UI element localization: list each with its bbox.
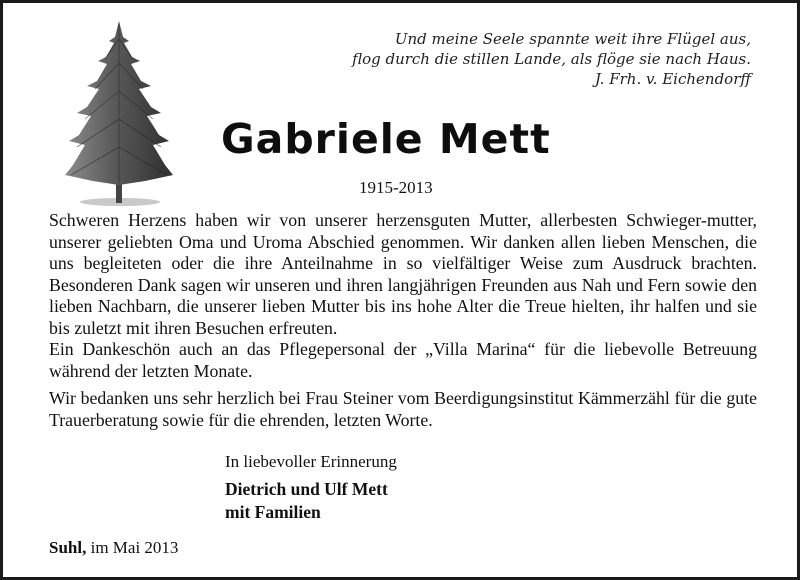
family-line-2: mit Familien <box>225 502 321 522</box>
quote-line-2: flog durch die stillen Lande, als flöge sie nach Haus. <box>352 50 751 68</box>
thanks-paragraph: Schweren Herzens haben wir von unserer herzensguten Mutter, allerbesten Schwieger-mutter, unserer geliebten Oma und Uroma Abschied genommen. Wir danken allen lieben Menschen, die uns begleiteten oder die ihre Anteilnahme in so vielfältiger Weise zum Ausdruck brachten. Besonderen Dank sagen wir unseren und ihren langjährigen Freunden aus Nah und Fern sowie den lieben Nachbarn, die unserer lieben Mutter bis ins hohe Alter die Treue hielten, ihr halfen und sie bis zuletzt mit ihren Besuchen erfreuten. <box>49 210 757 338</box>
place: Suhl, <box>49 538 87 557</box>
funeral-home-paragraph: Wir bedanken uns sehr herzlich bei Frau Steiner vom Beerdigungsinstitut Kämmerzähl für die gute Trauerberatung sowie für die ehrenden, letzten Worte. <box>49 388 757 430</box>
obituary-text <box>49 210 757 431</box>
date: im Mai 2013 <box>90 538 179 557</box>
family-signature <box>225 478 388 524</box>
life-years: 1915-2013 <box>359 178 433 197</box>
fir-tree-icon <box>65 19 173 209</box>
quote-line-1: Und meine Seele spannte weit ihre Flügel aus, <box>394 30 751 48</box>
quote-author: J. Frh. v. Eichendorff <box>594 70 751 88</box>
care-staff-paragraph: Ein Dankeschön auch an das Pflegepersonal der „Villa Marina“ für die liebevolle Betreuung während der letzten Monate. <box>49 339 757 381</box>
eichendorff-quote <box>281 29 751 89</box>
place-date <box>49 538 178 558</box>
signoff-intro: In liebevoller Erinnerung <box>225 452 397 471</box>
family-line-1: Dietrich und Ulf Mett <box>225 479 388 499</box>
deceased-name: Gabriele Mett <box>221 115 551 163</box>
